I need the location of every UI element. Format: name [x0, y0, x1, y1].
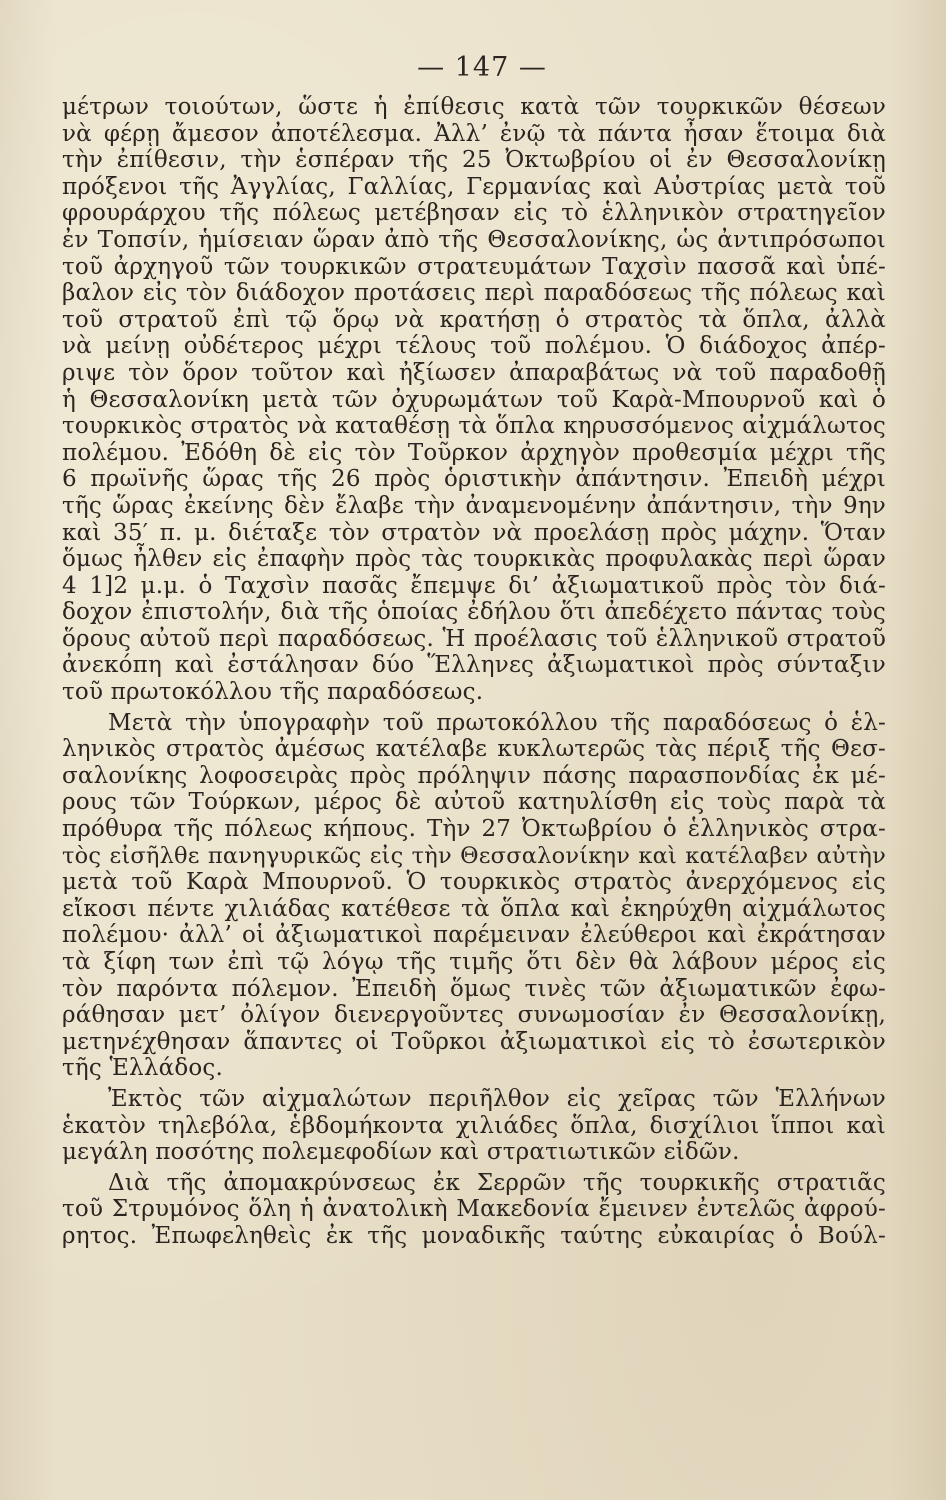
text-line: ἀνεκόπη καὶ ἐστάλησαν δύο Ἕλληνες ἀξιωματικοὶ πρὸς σύνταξιν [62, 652, 886, 679]
paragraph [62, 1086, 886, 1166]
text-line: τῆς Ἑλλάδος. [62, 1055, 224, 1082]
text-line: νὰ μείνῃ οὐδέτερος μέχρι τέλους τοῦ πολέμου. Ὁ διάδοχος ἀπέρ- [62, 333, 886, 360]
paragraph [62, 1170, 886, 1250]
text-line: τοῦ στρατοῦ ἐπὶ τῷ ὅρῳ νὰ κρατήσῃ ὁ στρατὸς τὰ ὅπλα, ἀλλὰ [62, 306, 886, 333]
text-line: τῆς ὥρας ἐκείνης δὲν ἔλαβε τὴν ἀναμενομένην ἀπάντησιν, τὴν 9ην [62, 492, 886, 519]
text-line: εἴκοσι πέντε χιλιάδας κατέθεσε τὰ ὅπλα καὶ ἐκηρύχθη αἰχμάλωτος [62, 895, 886, 922]
text-line: μετὰ τοῦ Καρὰ Μπουρνοῦ. Ὁ τουρκικὸς στρατὸς ἀνερχόμενος εἰς [62, 869, 886, 896]
text-line: μετηνέχθησαν ἅπαντες οἱ Τοῦρκοι ἀξιωματικοὶ εἰς τὸ ἐσωτερικὸν [62, 1028, 886, 1055]
text-line: μεγάλη ποσότης πολεμεφοδίων καὶ στρατιωτικῶν εἰδῶν. [62, 1139, 740, 1166]
text-line: ὅμως ἦλθεν εἰς ἐπαφὴν πρὸς τὰς τουρκικὰς προφυλακὰς περὶ ὥραν [62, 546, 886, 573]
text-line: πρόθυρα τῆς πόλεως κήπους. Τὴν 27 Ὀκτωβρίου ὁ ἑλληνικὸς στρα- [62, 816, 886, 843]
page-number: — 147 — [417, 52, 547, 83]
paragraph [62, 94, 886, 706]
text-line: Ἐκτὸς τῶν αἰχμαλώτων περιῆλθον εἰς χεῖρας τῶν Ἑλλήνων [108, 1085, 886, 1112]
paragraph [62, 710, 886, 1082]
text-line: ρητος. Ἐπωφεληθεὶς ἐκ τῆς μοναδικῆς ταύτης εὐκαιρίας ὁ Βούλ- [62, 1222, 886, 1249]
body-text [62, 94, 886, 1250]
text-line: πολέμου. Ἐδόθη δὲ εἰς τὸν Τοῦρκον ἀρχηγὸν προθεσμία μέχρι τῆς [62, 439, 886, 466]
text-line: τοῦ πρωτοκόλλου τῆς παραδόσεως. [62, 679, 484, 706]
text-line: ράθησαν μετ’ ὀλίγον διενεργοῦντες συνωμοσίαν ἐν Θεσσαλονίκῃ, [62, 1002, 886, 1029]
text-line: μέτρων τοιούτων, ὥστε ἡ ἐπίθεσις κατὰ τῶν τουρκικῶν θέσεων [62, 94, 886, 120]
text-line: δοχον ἐπιστολήν, διὰ τῆς ὁποίας ἐδήλου ὅτι ἀπεδέχετο πάντας τοὺς [62, 599, 886, 626]
text-line: βαλον εἰς τὸν διάδοχον προτάσεις περὶ παραδόσεως τῆς πόλεως καὶ [62, 280, 886, 307]
text-line: τοῦ Στρυμόνος ὅλη ἡ ἀνατολικὴ Μακεδονία ἔμεινεν ἐντελῶς ἀφρού- [62, 1196, 886, 1223]
book-page [62, 48, 902, 1468]
text-line: ὅρους αὐτοῦ περὶ παραδόσεως. Ἡ προέλασις τοῦ ἑλληνικοῦ στρατοῦ [62, 625, 886, 652]
text-line: τουρκικὸς στρατὸς νὰ καταθέσῃ τὰ ὅπλα κηρυσσόμενος αἰχμάλωτος [62, 413, 886, 440]
text-line: ἡ Θεσσαλονίκη μετὰ τῶν ὀχυρωμάτων τοῦ Καρὰ-Μπουρνοῦ καὶ ὁ [62, 386, 886, 413]
text-line: τὴν ἐπίθεσιν, τὴν ἑσπέραν τῆς 25 Ὀκτωβρίου οἱ ἐν Θεσσαλονίκῃ [62, 147, 886, 174]
text-line: Διὰ τῆς ἀπομακρύνσεως ἐκ Σερρῶν τῆς τουρκικῆς στρατιᾶς [108, 1169, 886, 1196]
text-line: νὰ φέρῃ ἄμεσον ἀποτέλεσμα. Ἀλλ’ ἐνῷ τὰ πάντα ἦσαν ἕτοιμα διὰ [62, 120, 886, 147]
text-line: φρουράρχου τῆς πόλεως μετέβησαν εἰς τὸ ἑλληνικὸν στρατηγεῖον [62, 200, 886, 227]
text-line: ληνικὸς στρατὸς ἀμέσως κατέλαβε κυκλωτερῶς τὰς πέριξ τῆς Θεσ- [62, 736, 886, 763]
text-line: 6 πρωϊνῆς ὥρας τῆς 26 πρὸς ὁριστικὴν ἀπάντησιν. Ἐπειδὴ μέχρι [62, 466, 886, 493]
text-line: πολέμου· ἀλλ’ οἱ ἀξιωματικοὶ παρέμειναν ἐλεύθεροι καὶ ἐκράτησαν [62, 922, 886, 949]
text-line: ρους τῶν Τούρκων, μέρος δὲ αὐτοῦ κατηυλίσθη εἰς τοὺς παρὰ τὰ [62, 789, 886, 816]
text-line: τὸς εἰσῆλθε πανηγυρικῶς εἰς τὴν Θεσσαλονίκην καὶ κατέλαβεν αὐτὴν [62, 842, 886, 869]
text-line: Μετὰ τὴν ὑπογραφὴν τοῦ πρωτοκόλλου τῆς παραδόσεως ὁ ἑλ- [108, 709, 886, 736]
text-line: ριψε τὸν ὅρον τοῦτον καὶ ἠξίωσεν ἀπαραβάτως νὰ τοῦ παραδοθῇ [62, 359, 886, 386]
text-line: 4 1]2 μ.μ. ὁ Ταχσὶν πασᾶς ἔπεμψε δι’ ἀξιωματικοῦ πρὸς τὸν διά- [62, 572, 886, 599]
text-line: τὸν παρόντα πόλεμον. Ἐπειδὴ ὅμως τινὲς τῶν ἀξιωματικῶν ἐφω- [62, 975, 886, 1002]
text-line: σαλονίκης λοφοσειρὰς πρὸς πρόληψιν πάσης παρασπονδίας ἐκ μέ- [62, 762, 886, 789]
text-line: πρόξενοι τῆς Ἀγγλίας, Γαλλίας, Γερμανίας καὶ Αὐστρίας μετὰ τοῦ [62, 173, 886, 200]
text-line: ἐν Τοπσίν, ἡμίσειαν ὥραν ἀπὸ τῆς Θεσσαλονίκης, ὡς ἀντιπρόσωποι [62, 226, 886, 253]
text-line: τὰ ξίφη των ἐπὶ τῷ λόγῳ τῆς τιμῆς ὅτι δὲν θὰ λάβουν μέρος εἰς [62, 949, 886, 975]
text-line: καὶ 35′ π. μ. διέταξε τὸν στρατὸν νὰ προελάσῃ πρὸς μάχην. Ὅταν [62, 519, 886, 546]
text-line: τοῦ ἀρχηγοῦ τῶν τουρκικῶν στρατευμάτων Ταχσὶν πασσᾶ καὶ ὑπέ- [62, 253, 886, 280]
text-line: ἑκατὸν τηλεβόλα, ἑβδομήκοντα χιλιάδες ὅπλα, δισχίλιοι ἵπποι καὶ [62, 1112, 886, 1139]
